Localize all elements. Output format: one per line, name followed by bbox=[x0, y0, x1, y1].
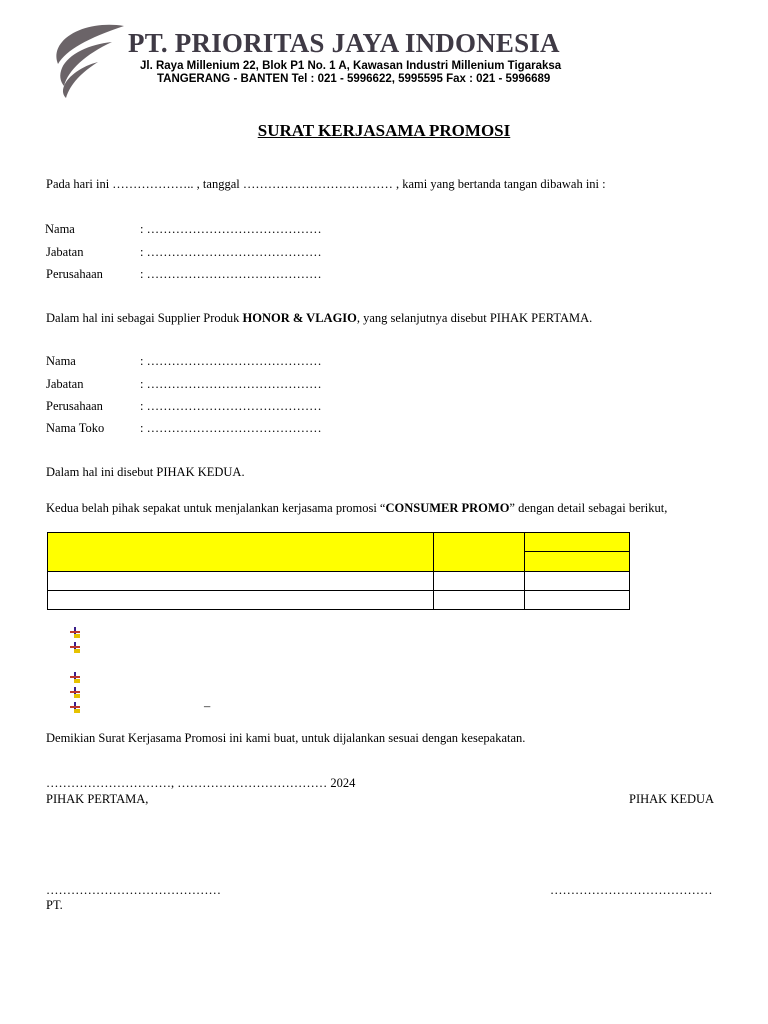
table-header-row bbox=[48, 533, 630, 552]
second-party-label: PIHAK KEDUA bbox=[629, 792, 715, 806]
document-title: SURAT KERJASAMA PROMOSI bbox=[257, 121, 511, 140]
party1-statement: Dalam hal ini sebagai Supplier Produk HONOR & VLAGIO, yang selanjutnya disebut PIHAK PERTAMA. bbox=[46, 311, 593, 325]
promo-detail-table bbox=[47, 532, 630, 610]
table-header-cell bbox=[48, 533, 434, 572]
second-party-signature-line: ………………………………… bbox=[550, 883, 713, 897]
bullet-icon bbox=[70, 642, 80, 653]
place-date: …………………………, ……………………………… 2024 bbox=[46, 776, 356, 790]
party2-position-label: Jabatan bbox=[46, 377, 84, 391]
table-row bbox=[48, 572, 630, 591]
party1-company-label: Perusahaan bbox=[46, 267, 103, 281]
consumer-promo-label: CONSUMER PROMO bbox=[385, 501, 510, 515]
table-header-cell bbox=[525, 552, 630, 572]
bullet-icon bbox=[70, 627, 80, 638]
first-party-signature-line: …………………………………… bbox=[46, 883, 221, 897]
party1-position-value: : …………………………………… bbox=[140, 245, 322, 259]
bullet-icon bbox=[70, 672, 80, 683]
company-address-line2: TANGERANG - BANTEN Tel : 021 - 5996622, 5995595 Fax : 021 - 5996689 bbox=[157, 73, 551, 85]
table-cell[interactable] bbox=[434, 572, 525, 591]
table-header-cell bbox=[525, 533, 630, 552]
party2-company-value: : …………………………………… bbox=[140, 399, 322, 413]
party2-store-value: : …………………………………… bbox=[140, 421, 322, 435]
party2-company-label: Perusahaan bbox=[46, 399, 103, 413]
table-cell[interactable] bbox=[434, 591, 525, 610]
agreement-text: Kedua belah pihak sepakat untuk menjalankan kerjasama promosi “CONSUMER PROMO” dengan detail sebagai berikut, bbox=[46, 501, 668, 515]
first-party-label: PIHAK PERTAMA, bbox=[46, 792, 149, 806]
table-header-cell bbox=[434, 533, 525, 572]
party1-company-value: : …………………………………… bbox=[140, 267, 322, 281]
table-cell[interactable] bbox=[525, 591, 630, 610]
brand-vlagio: VLAGIO bbox=[306, 311, 357, 325]
first-party-company: PT. bbox=[46, 898, 63, 912]
party2-name-value: : …………………………………… bbox=[140, 354, 322, 368]
bullet-dash: – bbox=[204, 699, 211, 713]
table-cell[interactable] bbox=[48, 591, 434, 610]
company-name: PT. PRIORITAS JAYA INDONESIA bbox=[128, 28, 560, 58]
closing-text: Demikian Surat Kerjasama Promosi ini kami buat, untuk dijalankan sesuai dengan kesepakatan. bbox=[46, 731, 526, 745]
party1-name-label: Nama bbox=[45, 222, 75, 236]
party2-name-label: Nama bbox=[46, 354, 76, 368]
table-cell[interactable] bbox=[525, 572, 630, 591]
leaf-logo-icon bbox=[54, 24, 126, 98]
party2-position-value: : …………………………………… bbox=[140, 377, 322, 391]
party1-position-label: Jabatan bbox=[46, 245, 84, 259]
brand-honor: HONOR bbox=[242, 311, 290, 325]
bullet-icon bbox=[70, 687, 80, 698]
company-address-line1: Jl. Raya Millenium 22, Blok P1 No. 1 A, Kawasan Industri Millenium Tigaraksa bbox=[140, 60, 562, 72]
intro-text: Pada hari ini ……………….. , tanggal ……………………………… , kami yang bertanda tangan dibawah ini : bbox=[46, 177, 606, 191]
party2-store-label: Nama Toko bbox=[46, 421, 105, 435]
table-row bbox=[48, 591, 630, 610]
bullet-icon bbox=[70, 702, 80, 713]
party2-statement: Dalam hal ini disebut PIHAK KEDUA. bbox=[46, 465, 245, 479]
party1-name-value: : …………………………………… bbox=[140, 222, 322, 236]
table-cell[interactable] bbox=[48, 572, 434, 591]
